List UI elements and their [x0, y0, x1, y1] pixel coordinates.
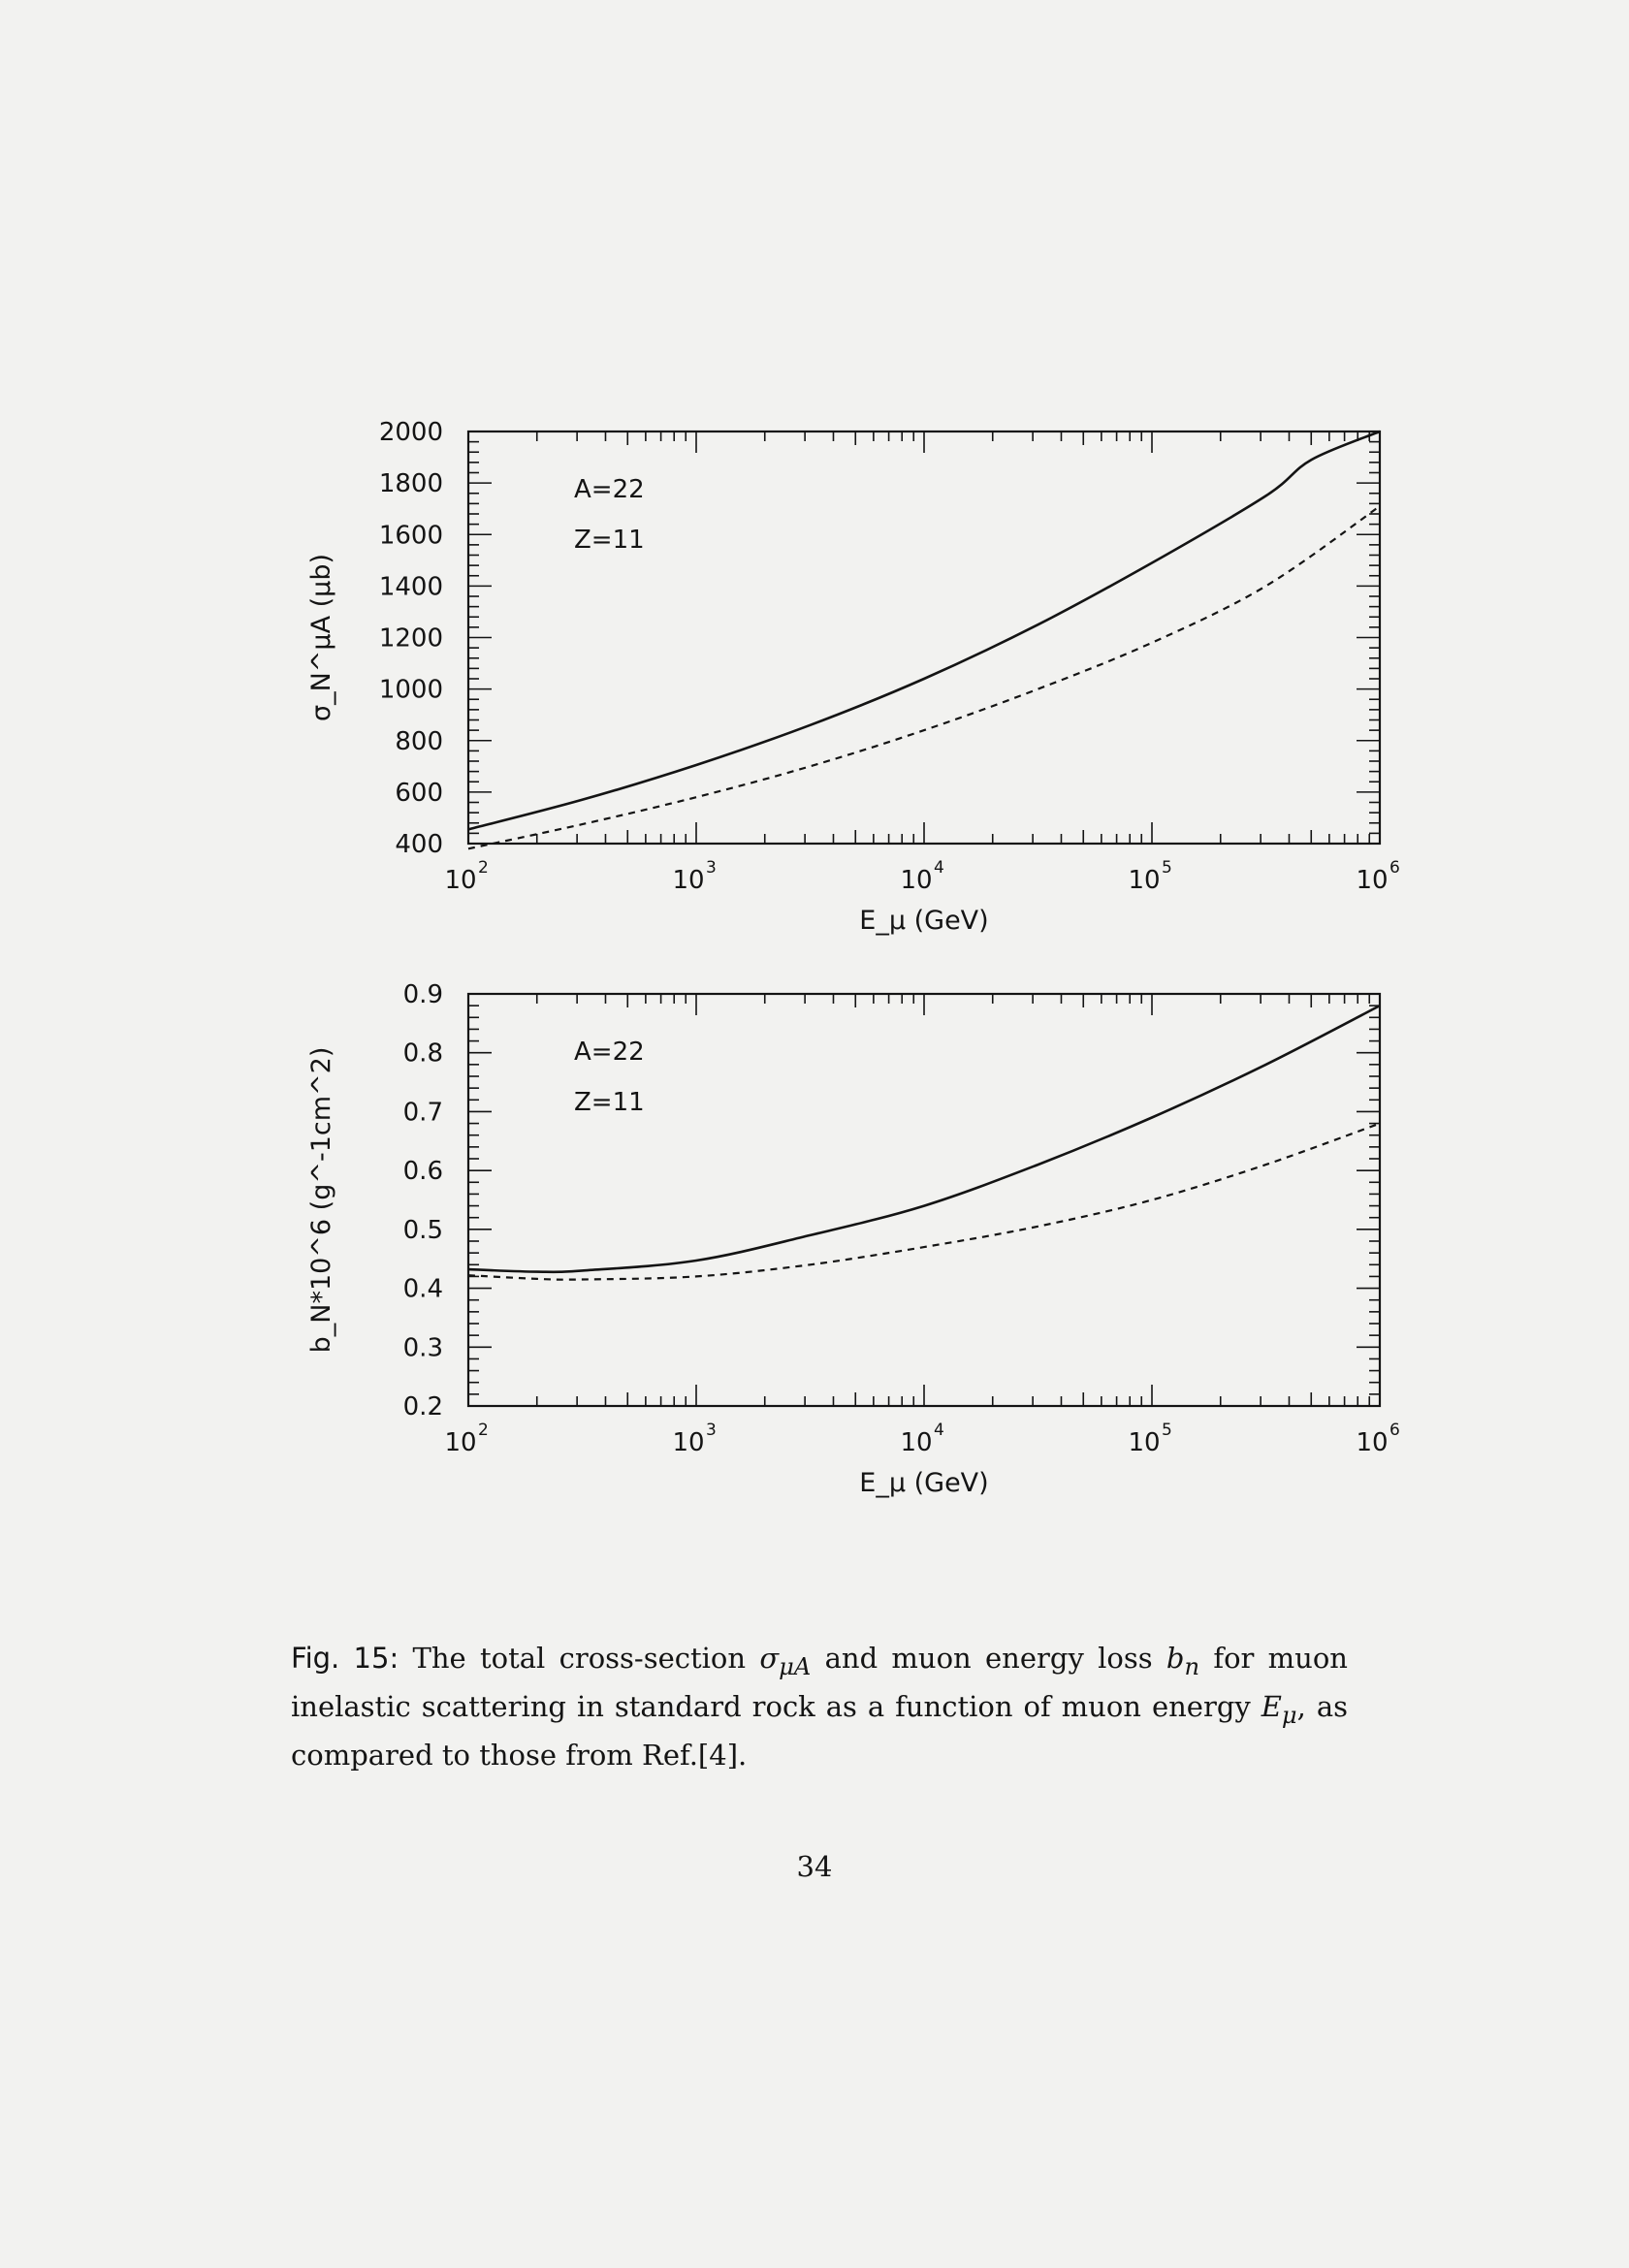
bottom-chart-x-tick-label [1128, 1421, 1171, 1457]
top-chart-x-tick-label [444, 858, 488, 895]
bottom-chart-x-tick-label [900, 1421, 943, 1457]
bottom-chart-y-tick-label: 0.5 [402, 1215, 443, 1245]
bottom-chart-x-tick-label-base: 10 [1128, 1428, 1161, 1457]
caption-symbol-sigma: σ [759, 1642, 780, 1675]
top-chart-y-tick-label: 1200 [378, 623, 443, 654]
caption-text-1: The total cross-section [399, 1642, 760, 1675]
caption-label: Fig. 15: [291, 1642, 399, 1675]
top-chart-x-tick-label-base: 10 [444, 866, 477, 895]
bottom-chart-series-ref4-dashed [468, 1124, 1380, 1280]
caption-symbol-b-sub: n [1184, 1652, 1200, 1680]
bottom-chart-annotation: Z=11 [574, 1088, 645, 1117]
top-chart-y-tick-label: 1400 [378, 572, 443, 602]
top-chart-x-tick-label-base: 10 [672, 866, 705, 895]
top-chart-x-tick-label-exp: 4 [934, 858, 944, 878]
page-number: 34 [796, 1850, 833, 1883]
top-chart-y-tick-label: 1800 [378, 469, 443, 499]
top-chart-y-tick-label: 400 [395, 830, 443, 859]
bottom-chart-y-axis-title: b_N*10^6 (g^-1cm^2) [306, 1046, 336, 1354]
top-chart-y-tick-label: 800 [395, 726, 443, 756]
bottom-chart-y-tick-label: 0.7 [402, 1098, 443, 1128]
bottom-chart-x-tick-label [672, 1421, 716, 1457]
top-chart-x-tick-label [672, 858, 716, 895]
top-chart-x-tick-label [1356, 858, 1399, 895]
bottom-chart-x-tick-label-base: 10 [672, 1428, 705, 1457]
bottom-chart-x-tick-label-exp: 6 [1389, 1421, 1400, 1440]
top-chart-x-tick-label-base: 10 [900, 866, 933, 895]
bottom-chart-y-tick-label: 0.4 [402, 1274, 443, 1304]
bottom-chart-x-tick-label-base: 10 [444, 1428, 477, 1457]
bottom-chart-x-axis-title: E_μ (GeV) [859, 1468, 989, 1498]
caption-symbol-b: b [1166, 1642, 1185, 1675]
caption-symbol-e: E [1261, 1689, 1282, 1723]
bottom-chart-x-tick-label-base: 10 [1356, 1428, 1389, 1457]
figure-caption [291, 1639, 1348, 1775]
top-chart-x-tick-label-exp: 6 [1389, 858, 1400, 878]
caption-text-4: , as compared to those from Ref.[4]. [291, 1689, 1348, 1772]
bottom-chart-x-tick-label [444, 1421, 488, 1457]
top-chart-y-axis-title: σ_N^μA (μb) [306, 553, 336, 722]
bottom-chart-y-tick-label: 0.8 [402, 1038, 443, 1069]
bottom-chart-x-tick-label [1356, 1421, 1399, 1457]
top-chart-x-tick-label-exp: 3 [706, 858, 717, 878]
top-chart-x-tick-label-exp: 5 [1162, 858, 1172, 878]
top-chart-x-tick-label [1128, 858, 1171, 895]
bottom-chart-y-tick-label: 0.2 [402, 1392, 443, 1421]
bottom-chart-annotation: A=22 [574, 1038, 645, 1067]
top-chart-annotation: A=22 [574, 475, 645, 504]
bottom-chart-x-tick-label-exp: 2 [478, 1421, 489, 1440]
bottom-chart-y-tick-label: 0.9 [402, 980, 443, 1009]
caption-text-3: for muon inelastic scattering in standard rock as a function of muon energy [291, 1642, 1348, 1723]
bottom-chart-x-tick-label-exp: 3 [706, 1421, 717, 1440]
bottom-chart-y-tick-label: 0.6 [402, 1157, 443, 1187]
top-chart-x-tick-label-base: 10 [1356, 866, 1389, 895]
top-chart-annotation: Z=11 [574, 526, 645, 555]
caption-symbol-e-sub: μ [1281, 1701, 1297, 1729]
top-chart-y-tick-label: 600 [395, 778, 443, 808]
top-chart-x-tick-label-base: 10 [1128, 866, 1161, 895]
bottom-chart-y-tick-label: 0.3 [402, 1333, 443, 1363]
bottom-chart-x-tick-label-exp: 4 [934, 1421, 944, 1440]
top-chart-x-tick-label-exp: 2 [478, 858, 489, 878]
top-chart-x-tick-label [900, 858, 943, 895]
bottom-chart-x-tick-label-exp: 5 [1162, 1421, 1172, 1440]
cross-section-chart [0, 388, 1629, 950]
top-chart-x-axis-title: E_μ (GeV) [859, 906, 989, 936]
top-chart-y-tick-label: 2000 [378, 418, 443, 447]
caption-symbol-sigma-sub: μA [779, 1652, 812, 1680]
caption-text-2: and muon energy loss [811, 1642, 1166, 1675]
energy-loss-chart [0, 950, 1629, 1513]
top-chart-y-tick-label: 1600 [378, 521, 443, 551]
bottom-chart-x-tick-label-base: 10 [900, 1428, 933, 1457]
top-chart-y-tick-label: 1000 [378, 675, 443, 705]
